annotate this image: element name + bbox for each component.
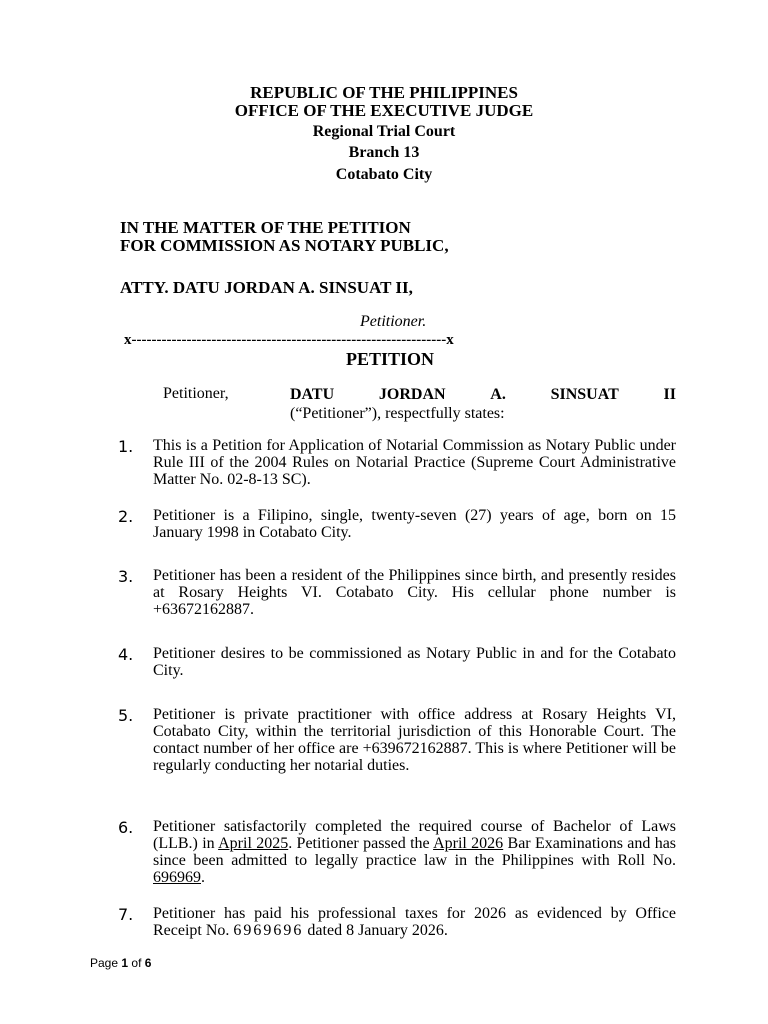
receipt-number: 6969696 xyxy=(233,922,304,939)
paragraph-text: Petitioner desires to be commissioned as Notary Public in and for the Cotabato City. xyxy=(153,645,676,679)
intro-rest: (“Petitioner”), respectfully states: xyxy=(290,405,505,422)
intro-name-word: DATU xyxy=(290,386,335,403)
header-republic: REPUBLIC OF THE PHILIPPINES xyxy=(250,83,518,102)
petitioner-label: Petitioner. xyxy=(360,313,427,330)
paragraph-text xyxy=(153,818,676,886)
page-footer xyxy=(90,956,151,970)
paragraph-text-part: Petitioner satisfactorily completed the required course of Bachelor of Laws (LLB.) in xyxy=(153,818,676,852)
paragraph-number: 3. xyxy=(118,567,134,586)
caption-divider: x---------------------------------------------------------------x xyxy=(124,332,454,348)
paragraph-text: This is a Petition for Application of Notarial Commission as Notary Public under Rule III of the 2004 Rules on Notarial Practice (Supreme Court Administrative Matter No. 02-8-13 SC). xyxy=(153,437,676,488)
intro-name-word: II xyxy=(663,386,676,403)
roll-number: 696969 xyxy=(153,869,201,886)
graduation-date: April 2025 xyxy=(218,835,289,852)
footer-page-number: 1 xyxy=(121,956,129,970)
paragraph-number: 2. xyxy=(118,507,134,526)
paragraph-text: Petitioner is a Filipino, single, twenty-seven (27) years of age, born on 15 January 1998 in Cotabato City. xyxy=(153,507,676,541)
paragraph-number: 4. xyxy=(118,645,134,664)
paragraph-number: 7. xyxy=(118,905,134,924)
paragraph-text-part: Bar Examinations and has since been admitted to legally practice law in the Philippines with Roll No. xyxy=(153,835,677,869)
intro-name-word: SINSUAT xyxy=(550,386,619,403)
footer-page-word: Page xyxy=(90,956,119,970)
footer-page-total: 6 xyxy=(144,956,152,970)
footer-of-word: of xyxy=(131,956,142,970)
paragraph-text-part: . xyxy=(201,869,205,886)
bar-exam-date: April 2026 xyxy=(433,835,504,852)
intro-name-word: A. xyxy=(490,386,506,403)
paragraph-text-part: Petitioner has paid his professional taxes for 2026 as evidenced by Office Receipt No. xyxy=(153,905,676,939)
caption-line-1: IN THE MATTER OF THE PETITION xyxy=(120,218,411,237)
header-court: Regional Trial Court xyxy=(312,123,456,140)
header-city: Cotabato City xyxy=(335,166,433,183)
header-office: OFFICE OF THE EXECUTIVE JUDGE xyxy=(234,101,534,120)
intro-block xyxy=(290,385,676,423)
intro-petitioner: Petitioner, xyxy=(163,385,229,402)
paragraph-number: 6. xyxy=(118,818,134,837)
paragraph-number: 5. xyxy=(118,706,134,725)
paragraph-text: Petitioner has been a resident of the Philippines since birth, and presently resides at Rosary Heights VI. Cotabato City. His cellular phone number is +63672162887. xyxy=(153,567,676,618)
caption-line-2: FOR COMMISSION AS NOTARY PUBLIC, xyxy=(120,236,449,255)
intro-name-word: JORDAN xyxy=(378,386,446,403)
paragraph-number: 1. xyxy=(118,437,134,456)
document-title: PETITION xyxy=(345,349,435,369)
paragraph-text-part: . Petitioner passed the xyxy=(288,835,434,852)
header-branch: Branch 13 xyxy=(348,144,420,161)
caption-petitioner-name: ATTY. DATU JORDAN A. SINSUAT II, xyxy=(120,278,413,297)
paragraph-text: Petitioner is private practitioner with office address at Rosary Heights VI, Cotabato City, within the territorial jurisdiction of this Honorable Court. The contact number of her office are +639672162887. This is where Petitioner will be regularly conducting her notarial duties. xyxy=(153,706,676,774)
paragraph-text-part: dated 8 January 2026. xyxy=(303,922,448,939)
paragraph-text xyxy=(153,905,676,939)
intro-name xyxy=(290,385,676,404)
